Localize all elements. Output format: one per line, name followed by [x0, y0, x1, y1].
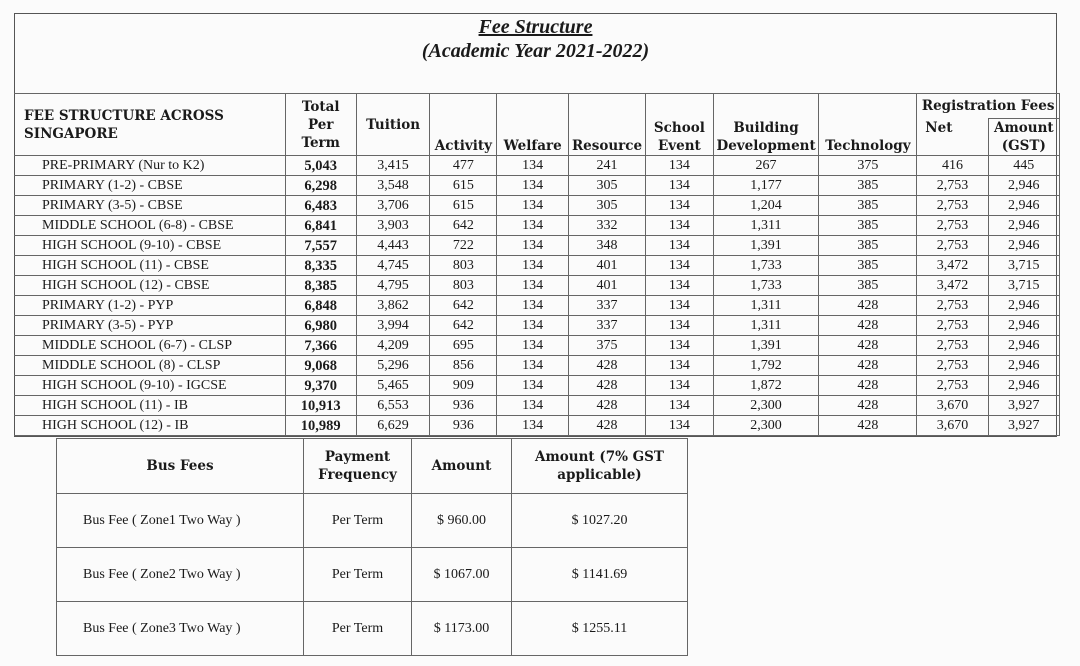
- building-development-cell: 1,311: [713, 296, 819, 316]
- bus-header-amount-gst: Amount (7% GST applicable): [512, 439, 688, 494]
- registration-gst-cell: 2,946: [988, 336, 1059, 356]
- registration-net-cell: 3,472: [917, 276, 988, 296]
- title-block: [14, 13, 1057, 93]
- tuition-cell: 6,553: [356, 396, 429, 416]
- payment-frequency-cell: Per Term: [304, 494, 412, 548]
- total-per-term-cell: 8,335: [285, 256, 356, 276]
- welfare-cell: 134: [497, 256, 568, 276]
- resource-cell: 337: [568, 316, 645, 336]
- total-per-term-cell: 7,557: [285, 236, 356, 256]
- amount-gst-cell: $ 1141.69: [512, 548, 688, 602]
- technology-cell: 385: [819, 276, 917, 296]
- building-development-cell: 2,300: [713, 396, 819, 416]
- resource-cell: 401: [568, 276, 645, 296]
- technology-cell: 428: [819, 336, 917, 356]
- tuition-cell: 3,706: [356, 196, 429, 216]
- technology-cell: 385: [819, 216, 917, 236]
- tuition-cell: 5,296: [356, 356, 429, 376]
- program-label-cell: PRIMARY (3-5) - CBSE: [14, 196, 285, 216]
- bus-fee-label-cell: Bus Fee ( Zone3 Two Way ): [57, 602, 304, 656]
- technology-cell: 428: [819, 396, 917, 416]
- program-label-cell: HIGH SCHOOL (9-10) - IGCSE: [14, 376, 285, 396]
- tuition-cell: 4,209: [356, 336, 429, 356]
- table-row: [14, 316, 1060, 336]
- program-label-cell: HIGH SCHOOL (9-10) - CBSE: [14, 236, 285, 256]
- table-row: [14, 296, 1060, 316]
- bus-header-frequency: Payment Frequency: [304, 439, 412, 494]
- school-event-cell: 134: [646, 216, 713, 236]
- building-development-cell: 1,177: [713, 176, 819, 196]
- tuition-cell: 4,795: [356, 276, 429, 296]
- total-per-term-cell: 9,068: [285, 356, 356, 376]
- building-development-cell: 1,792: [713, 356, 819, 376]
- total-per-term-cell: 6,841: [285, 216, 356, 236]
- activity-cell: 936: [430, 416, 497, 436]
- header-row: [14, 94, 1060, 119]
- header-total: Total Per Term: [285, 94, 356, 156]
- page-subtitle: (Academic Year 2021-2022): [421, 40, 650, 62]
- program-label-cell: PRIMARY (1-2) - CBSE: [14, 176, 285, 196]
- school-event-cell: 134: [646, 336, 713, 356]
- welfare-cell: 134: [497, 396, 568, 416]
- school-event-cell: 134: [646, 156, 713, 176]
- program-label-cell: MIDDLE SCHOOL (8) - CLSP: [14, 356, 285, 376]
- resource-cell: 332: [568, 216, 645, 236]
- activity-cell: 803: [430, 256, 497, 276]
- program-label-cell: PRE-PRIMARY (Nur to K2): [14, 156, 285, 176]
- table-row: [14, 196, 1060, 216]
- building-development-cell: 1,391: [713, 236, 819, 256]
- resource-cell: 348: [568, 236, 645, 256]
- activity-cell: 615: [430, 196, 497, 216]
- registration-gst-cell: 2,946: [988, 316, 1059, 336]
- building-development-cell: 1,204: [713, 196, 819, 216]
- resource-cell: 401: [568, 256, 645, 276]
- program-label-cell: MIDDLE SCHOOL (6-8) - CBSE: [14, 216, 285, 236]
- amount-gst-cell: $ 1255.11: [512, 602, 688, 656]
- registration-net-cell: 3,670: [917, 396, 988, 416]
- table-row: [57, 548, 688, 602]
- activity-cell: 642: [430, 296, 497, 316]
- building-development-cell: 1,311: [713, 216, 819, 236]
- technology-cell: 375: [819, 156, 917, 176]
- total-per-term-cell: 10,989: [285, 416, 356, 436]
- fee-structure-table: [14, 93, 1060, 436]
- page-title: Fee Structure: [478, 16, 593, 38]
- resource-cell: 428: [568, 396, 645, 416]
- total-per-term-cell: 6,298: [285, 176, 356, 196]
- table-row: [14, 396, 1060, 416]
- resource-cell: 241: [568, 156, 645, 176]
- school-event-cell: 134: [646, 236, 713, 256]
- table-row: [14, 376, 1060, 396]
- header-building: Building Development: [713, 94, 819, 156]
- school-event-cell: 134: [646, 396, 713, 416]
- registration-net-cell: 3,472: [917, 256, 988, 276]
- registration-gst-cell: 445: [988, 156, 1059, 176]
- total-per-term-cell: 6,980: [285, 316, 356, 336]
- school-event-cell: 134: [646, 316, 713, 336]
- registration-net-cell: 2,753: [917, 216, 988, 236]
- resource-cell: 428: [568, 356, 645, 376]
- bus-header-fees: Bus Fees: [57, 439, 304, 494]
- program-label-cell: PRIMARY (3-5) - PYP: [14, 316, 285, 336]
- total-per-term-cell: 5,043: [285, 156, 356, 176]
- header-technology: Technology: [819, 94, 917, 156]
- program-label-cell: HIGH SCHOOL (11) - CBSE: [14, 256, 285, 276]
- technology-cell: 428: [819, 316, 917, 336]
- welfare-cell: 134: [497, 236, 568, 256]
- welfare-cell: 134: [497, 276, 568, 296]
- total-per-term-cell: 6,848: [285, 296, 356, 316]
- activity-cell: 856: [430, 356, 497, 376]
- resource-cell: 305: [568, 176, 645, 196]
- tuition-cell: 3,862: [356, 296, 429, 316]
- header-reg-net: Net: [917, 119, 988, 156]
- resource-cell: 428: [568, 376, 645, 396]
- registration-net-cell: 2,753: [917, 336, 988, 356]
- resource-cell: 375: [568, 336, 645, 356]
- welfare-cell: 134: [497, 156, 568, 176]
- building-development-cell: 2,300: [713, 416, 819, 436]
- tuition-cell: 5,465: [356, 376, 429, 396]
- header-resource: Resource: [568, 94, 645, 156]
- tuition-cell: 6,629: [356, 416, 429, 436]
- registration-net-cell: 2,753: [917, 196, 988, 216]
- registration-net-cell: 3,670: [917, 416, 988, 436]
- building-development-cell: 267: [713, 156, 819, 176]
- bus-fee-label-cell: Bus Fee ( Zone1 Two Way ): [57, 494, 304, 548]
- table-row: [14, 276, 1060, 296]
- registration-gst-cell: 3,715: [988, 256, 1059, 276]
- registration-gst-cell: 2,946: [988, 176, 1059, 196]
- registration-net-cell: 416: [917, 156, 988, 176]
- tuition-cell: 3,415: [356, 156, 429, 176]
- amount-cell: $ 1067.00: [412, 548, 512, 602]
- activity-cell: 936: [430, 396, 497, 416]
- table-row: [57, 494, 688, 548]
- building-development-cell: 1,872: [713, 376, 819, 396]
- header-school-event: School Event: [646, 94, 713, 156]
- total-per-term-cell: 9,370: [285, 376, 356, 396]
- technology-cell: 385: [819, 196, 917, 216]
- table-row: [14, 356, 1060, 376]
- bus-header-row: [57, 439, 688, 494]
- welfare-cell: 134: [497, 196, 568, 216]
- payment-frequency-cell: Per Term: [304, 548, 412, 602]
- program-label-cell: HIGH SCHOOL (12) - CBSE: [14, 276, 285, 296]
- resource-cell: 428: [568, 416, 645, 436]
- registration-gst-cell: 3,715: [988, 276, 1059, 296]
- table-row: [14, 236, 1060, 256]
- program-label-cell: MIDDLE SCHOOL (6-7) - CLSP: [14, 336, 285, 356]
- registration-gst-cell: 2,946: [988, 356, 1059, 376]
- welfare-cell: 134: [497, 216, 568, 236]
- activity-cell: 642: [430, 216, 497, 236]
- table-row: [14, 336, 1060, 356]
- technology-cell: 385: [819, 256, 917, 276]
- tuition-cell: 4,443: [356, 236, 429, 256]
- program-label-cell: HIGH SCHOOL (12) - IB: [14, 416, 285, 436]
- building-development-cell: 1,733: [713, 256, 819, 276]
- school-event-cell: 134: [646, 256, 713, 276]
- bus-header-amount: Amount: [412, 439, 512, 494]
- welfare-cell: 134: [497, 376, 568, 396]
- header-activity: Activity: [430, 94, 497, 156]
- total-per-term-cell: 7,366: [285, 336, 356, 356]
- bus-fees-table: [56, 438, 688, 656]
- bus-table-body: [57, 494, 688, 656]
- activity-cell: 615: [430, 176, 497, 196]
- registration-gst-cell: 2,946: [988, 296, 1059, 316]
- resource-cell: 305: [568, 196, 645, 216]
- registration-gst-cell: 2,946: [988, 196, 1059, 216]
- total-per-term-cell: 10,913: [285, 396, 356, 416]
- technology-cell: 428: [819, 296, 917, 316]
- header-reg-gst: Amount (GST): [988, 119, 1059, 156]
- table-row: [57, 602, 688, 656]
- table-row: [14, 216, 1060, 236]
- amount-gst-cell: $ 1027.20: [512, 494, 688, 548]
- technology-cell: 385: [819, 236, 917, 256]
- activity-cell: 803: [430, 276, 497, 296]
- registration-net-cell: 2,753: [917, 296, 988, 316]
- tuition-cell: 3,994: [356, 316, 429, 336]
- activity-cell: 722: [430, 236, 497, 256]
- header-tuition: Tuition: [356, 94, 429, 156]
- activity-cell: 909: [430, 376, 497, 396]
- technology-cell: 428: [819, 416, 917, 436]
- registration-net-cell: 2,753: [917, 176, 988, 196]
- registration-net-cell: 2,753: [917, 376, 988, 396]
- activity-cell: 642: [430, 316, 497, 336]
- school-event-cell: 134: [646, 176, 713, 196]
- program-label-cell: PRIMARY (1-2) - PYP: [14, 296, 285, 316]
- welfare-cell: 134: [497, 336, 568, 356]
- program-label-cell: HIGH SCHOOL (11) - IB: [14, 396, 285, 416]
- technology-cell: 428: [819, 356, 917, 376]
- welfare-cell: 134: [497, 416, 568, 436]
- table-row: [14, 156, 1060, 176]
- registration-net-cell: 2,753: [917, 356, 988, 376]
- total-per-term-cell: 8,385: [285, 276, 356, 296]
- school-event-cell: 134: [646, 276, 713, 296]
- registration-gst-cell: 2,946: [988, 376, 1059, 396]
- technology-cell: 428: [819, 376, 917, 396]
- tuition-cell: 4,745: [356, 256, 429, 276]
- payment-frequency-cell: Per Term: [304, 602, 412, 656]
- technology-cell: 385: [819, 176, 917, 196]
- registration-gst-cell: 2,946: [988, 236, 1059, 256]
- table-row: [14, 416, 1060, 436]
- tuition-cell: 3,548: [356, 176, 429, 196]
- welfare-cell: 134: [497, 176, 568, 196]
- total-per-term-cell: 6,483: [285, 196, 356, 216]
- school-event-cell: 134: [646, 376, 713, 396]
- welfare-cell: 134: [497, 356, 568, 376]
- registration-net-cell: 2,753: [917, 316, 988, 336]
- building-development-cell: 1,733: [713, 276, 819, 296]
- school-event-cell: 134: [646, 416, 713, 436]
- tuition-cell: 3,903: [356, 216, 429, 236]
- building-development-cell: 1,311: [713, 316, 819, 336]
- registration-gst-cell: 3,927: [988, 416, 1059, 436]
- table-row: [14, 256, 1060, 276]
- activity-cell: 695: [430, 336, 497, 356]
- table-row: [14, 176, 1060, 196]
- registration-gst-cell: 2,946: [988, 216, 1059, 236]
- building-development-cell: 1,391: [713, 336, 819, 356]
- registration-net-cell: 2,753: [917, 236, 988, 256]
- activity-cell: 477: [430, 156, 497, 176]
- school-event-cell: 134: [646, 296, 713, 316]
- amount-cell: $ 1173.00: [412, 602, 512, 656]
- resource-cell: 337: [568, 296, 645, 316]
- fee-table-body: [14, 156, 1060, 436]
- welfare-cell: 134: [497, 316, 568, 336]
- welfare-cell: 134: [497, 296, 568, 316]
- bus-fee-label-cell: Bus Fee ( Zone2 Two Way ): [57, 548, 304, 602]
- header-registration: Registration Fees: [917, 94, 1060, 119]
- header-welfare: Welfare: [497, 94, 568, 156]
- amount-cell: $ 960.00: [412, 494, 512, 548]
- school-event-cell: 134: [646, 196, 713, 216]
- registration-gst-cell: 3,927: [988, 396, 1059, 416]
- corner-header: FEE STRUCTURE ACROSS SINGAPORE: [14, 94, 285, 156]
- school-event-cell: 134: [646, 356, 713, 376]
